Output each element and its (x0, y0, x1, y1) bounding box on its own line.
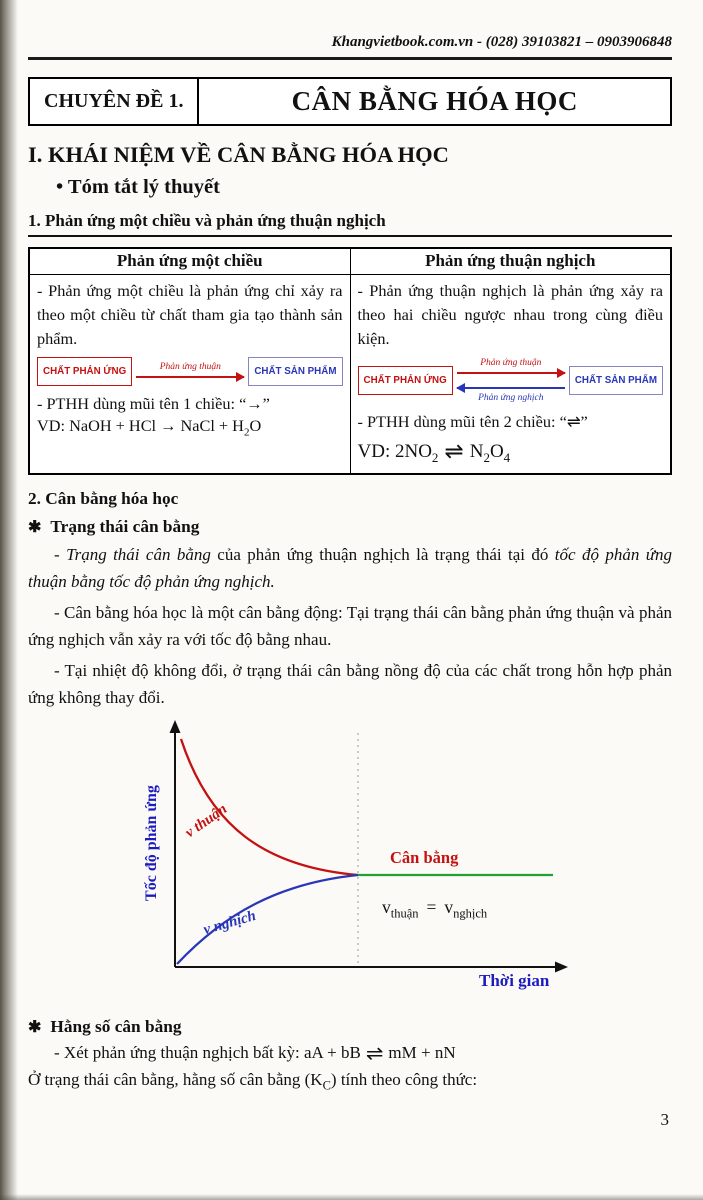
product-box: CHẤT SẢN PHẨM (248, 357, 342, 386)
reverse-arrow-label: Phản ứng nghịch (478, 392, 544, 403)
summary-heading: • Tóm tắt lý thuyết (56, 175, 220, 198)
italic-run: Trạng thái cân bằng (66, 545, 211, 565)
spacer (457, 377, 565, 384)
equilibrium-arrow-icon: ⇌ (365, 1041, 384, 1066)
equilibrium-state-heading (28, 517, 675, 537)
subscript: 4 (503, 449, 511, 465)
table-col1-header: Phản ứng một chiều (29, 248, 350, 275)
text-run: v (382, 897, 391, 918)
reversible-note: - PTHH dùng mũi tên 2 chiều: “⇌” (357, 411, 588, 431)
one-way-arrow-group (132, 361, 248, 381)
forward-arrow-label: Phản ứng thuận (159, 362, 221, 372)
equals-sign: = (426, 897, 437, 918)
chapter-title-box (28, 77, 672, 126)
one-way-note: - PTHH dùng mũi tên 1 chiều: “→” (37, 393, 270, 413)
text-run: O (249, 415, 262, 435)
text-run: Ở trạng thái cân bằng, hằng số cân bằng (K (28, 1070, 323, 1090)
text-run: VD: 2NO (357, 440, 432, 462)
page-number: 3 (660, 1110, 669, 1129)
equilibrium-paragraph-1 (28, 541, 672, 595)
product-box: CHẤT SẢN PHẨM (569, 366, 663, 395)
reversible-cell (350, 274, 671, 474)
reactant-box: CHẤT PHẢN ỨNG (37, 357, 132, 386)
forward-arrow-icon (457, 372, 565, 374)
rate-vs-time-chart (0, 717, 703, 1009)
table-header-row (29, 248, 671, 275)
text-run: - (54, 545, 67, 565)
reactant-box: CHẤT PHẢN ỨNG (358, 366, 453, 395)
equilibrium-paragraph-2: - Cân bằng hóa học là một cân bằng động: Tại trạng thái cân bằng phản ứng thuận và phản ứng nghịch vẫn xảy ra với tốc độ bằng nhau. (28, 603, 672, 650)
scan-edge-shadow-left (0, 0, 20, 1200)
subscript: C (322, 1078, 331, 1093)
one-way-diagram (37, 357, 343, 386)
heading-text: Trạng thái cân bằng (50, 517, 200, 537)
chapter-title: CÂN BẰNG HÓA HỌC (291, 85, 578, 116)
reversible-definition: - Phản ứng thuận nghịch là phản ứng xảy ra theo hai chiều ngược nhau trong cùng điều kiện. (357, 280, 663, 348)
general-reaction-line (28, 1041, 672, 1066)
chart-x-axis-label: Thời gian (479, 971, 550, 991)
reverse-rate-label: v nghịch (201, 908, 258, 939)
equilibrium-paragraph-3: - Tại nhiệt độ không đổi, ở trạng thái cân bằng nồng độ của các chất trong hỗn hợp phản ứng không thay đổi. (28, 661, 672, 708)
rate-equality-annotation (382, 897, 487, 922)
chart-canvas (115, 717, 585, 982)
text-run: v (444, 897, 454, 918)
text-run: mM + nN (388, 1043, 456, 1063)
forward-arrow-icon (136, 376, 244, 378)
reversible-arrow-group (453, 357, 569, 404)
text-run: của phản ứng thuận nghịch là trạng thái tại đó (210, 545, 555, 565)
one-way-cell (29, 274, 350, 474)
comparison-table (28, 247, 672, 476)
subscript: 2 (431, 449, 439, 465)
one-way-definition: - Phản ứng một chiều là phản ứng chỉ xảy ra theo một chiều từ chất tham gia tạo thành sản phẩm. (37, 280, 343, 348)
equilibrium-arrow-icon: ⇌ (444, 438, 464, 464)
reversible-diagram (358, 357, 664, 404)
italic-run: tốc độ phản ứng thuận bằng tốc độ phản ứng nghịch. (28, 545, 673, 592)
forward-rate-curve (181, 739, 358, 875)
topic-heading: 1. Phản ứng một chiều và phản ứng thuận nghịch (28, 211, 672, 237)
equilibrium-annotation: Cân bằng (390, 848, 459, 868)
heading-text: Hằng số cân bằng (50, 1017, 182, 1037)
scan-edge-shadow-bottom (0, 1194, 703, 1200)
header-contact-line: Khangvietbook.com.vn - (028) 39103821 – 0903906848 (331, 34, 672, 50)
text-run: - Xét phản ứng thuận nghịch bất kỳ: aA + bB (54, 1043, 361, 1063)
x-axis-arrowhead-icon (555, 962, 568, 973)
subscript: thuận (390, 906, 419, 921)
equilibrium-constant-heading (28, 1017, 675, 1037)
one-way-example (37, 416, 343, 438)
subscript: 2 (243, 425, 250, 438)
table-body-row (29, 274, 671, 474)
text-run: N (469, 440, 484, 462)
header-divider (28, 57, 672, 60)
reversible-example (358, 439, 664, 466)
chart-y-axis-label: Tốc độ phản ứng (143, 785, 160, 902)
text-run: ) tính theo công thức: (330, 1070, 478, 1090)
topic2-heading: 2. Cân bằng hóa học (28, 489, 179, 509)
chapter-label: CHUYÊN ĐỀ 1. (30, 79, 199, 124)
forward-arrow-label: Phản ứng thuận (480, 357, 542, 368)
text-run: O (489, 440, 504, 462)
star-bullet-icon: ✱ (28, 519, 42, 537)
reverse-arrow-icon (457, 387, 565, 389)
subscript: 2 (483, 449, 490, 465)
subscript: nghịch (453, 906, 488, 921)
y-axis-arrowhead-icon (170, 720, 181, 733)
forward-rate-label: v thuận (182, 801, 231, 842)
section-heading: I. KHÁI NIỆM VỀ CÂN BẰNG HÓA HỌC (28, 141, 449, 167)
kc-formula-intro-line (28, 1070, 672, 1093)
text-run: VD: NaOH + HCl → NaCl + H (37, 415, 244, 435)
table-col2-header: Phản ứng thuận nghịch (350, 248, 671, 275)
star-bullet-icon: ✱ (28, 1019, 42, 1037)
reverse-rate-curve (177, 875, 358, 964)
